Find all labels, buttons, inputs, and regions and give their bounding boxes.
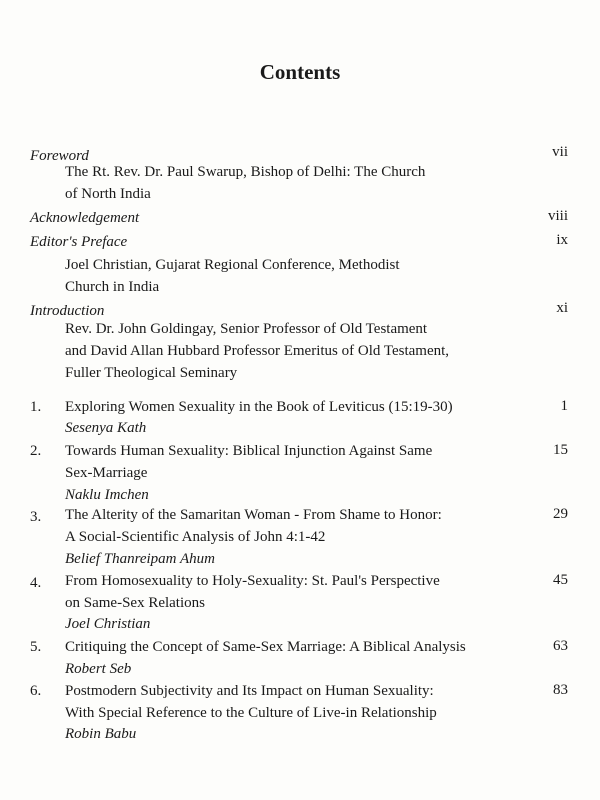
chapter-4-number: 4.	[30, 575, 42, 591]
chapter-1-author: Sesenya Kath	[65, 420, 147, 436]
introduction-desc-line-1: Rev. Dr. John Goldingay, Senior Professor of Old Testament	[65, 321, 428, 337]
chapter-6-page: 83	[553, 682, 568, 698]
chapter-5-title-line-1: Critiquing the Concept of Same-Sex Marriage: A Biblical Analysis	[65, 639, 466, 655]
introduction-desc-line-3: Fuller Theological Seminary	[65, 365, 238, 381]
foreword-heading: Foreword	[30, 148, 89, 164]
foreword-desc-line-2: of North India	[65, 186, 151, 202]
chapter-2-author: Naklu Imchen	[65, 487, 149, 503]
chapter-5-author: Robert Seb	[65, 661, 132, 677]
chapter-6-title-line-1: Postmodern Subjectivity and Its Impact on Human Sexuality:	[65, 683, 434, 699]
foreword-page: vii	[552, 144, 568, 160]
acknowledgement-page: viii	[547, 208, 568, 224]
chapter-3-title-line-2: A Social-Scientific Analysis of John 4:1-42	[65, 529, 326, 545]
chapter-2-page: 15	[553, 442, 568, 458]
chapter-4-title-line-2: on Same-Sex Relations	[65, 595, 205, 611]
chapter-6-number: 6.	[30, 683, 42, 699]
editors-preface-desc-line-2: Church in India	[65, 279, 160, 295]
editors-preface-page: ix	[556, 232, 568, 248]
introduction-desc-line-2: and David Allan Hubbard Professor Emeritus of Old Testament,	[65, 343, 450, 359]
chapter-2-title-line-1: Towards Human Sexuality: Biblical Injunction Against Same	[65, 443, 433, 459]
chapter-6-author: Robin Babu	[65, 726, 137, 742]
chapter-3-number: 3.	[30, 509, 42, 525]
chapter-4-title-line-1: From Homosexuality to Holy-Sexuality: St. Paul's Perspective	[65, 573, 440, 589]
chapter-1-number: 1.	[30, 399, 42, 415]
acknowledgement-heading: Acknowledgement	[30, 210, 140, 226]
chapter-2-number: 2.	[30, 443, 42, 459]
chapter-4-page: 45	[553, 572, 568, 588]
chapter-3-title-line-1: The Alterity of the Samaritan Woman - From Shame to Honor:	[65, 507, 442, 523]
page-title: Contents	[259, 60, 341, 84]
chapter-3-page: 29	[553, 506, 568, 522]
chapter-5-number: 5.	[30, 639, 42, 655]
editors-preface-heading: Editor's Preface	[30, 234, 128, 250]
introduction-page: xi	[556, 300, 568, 316]
foreword-desc-line-1: The Rt. Rev. Dr. Paul Swarup, Bishop of Delhi: The Church	[65, 164, 426, 180]
chapter-6-title-line-2: With Special Reference to the Culture of Live-in Relationship	[65, 705, 437, 721]
chapter-4-author: Joel Christian	[65, 616, 151, 632]
chapter-2-title-line-2: Sex-Marriage	[65, 465, 148, 481]
editors-preface-desc-line-1: Joel Christian, Gujarat Regional Conference, Methodist	[65, 257, 400, 273]
chapter-1-title-line-1: Exploring Women Sexuality in the Book of Leviticus (15:19-30)	[65, 399, 453, 415]
introduction-heading: Introduction	[30, 303, 105, 319]
chapter-1-page: 1	[560, 398, 568, 414]
chapter-3-author: Belief Thanreipam Ahum	[65, 551, 215, 567]
chapter-5-page: 63	[553, 638, 568, 654]
